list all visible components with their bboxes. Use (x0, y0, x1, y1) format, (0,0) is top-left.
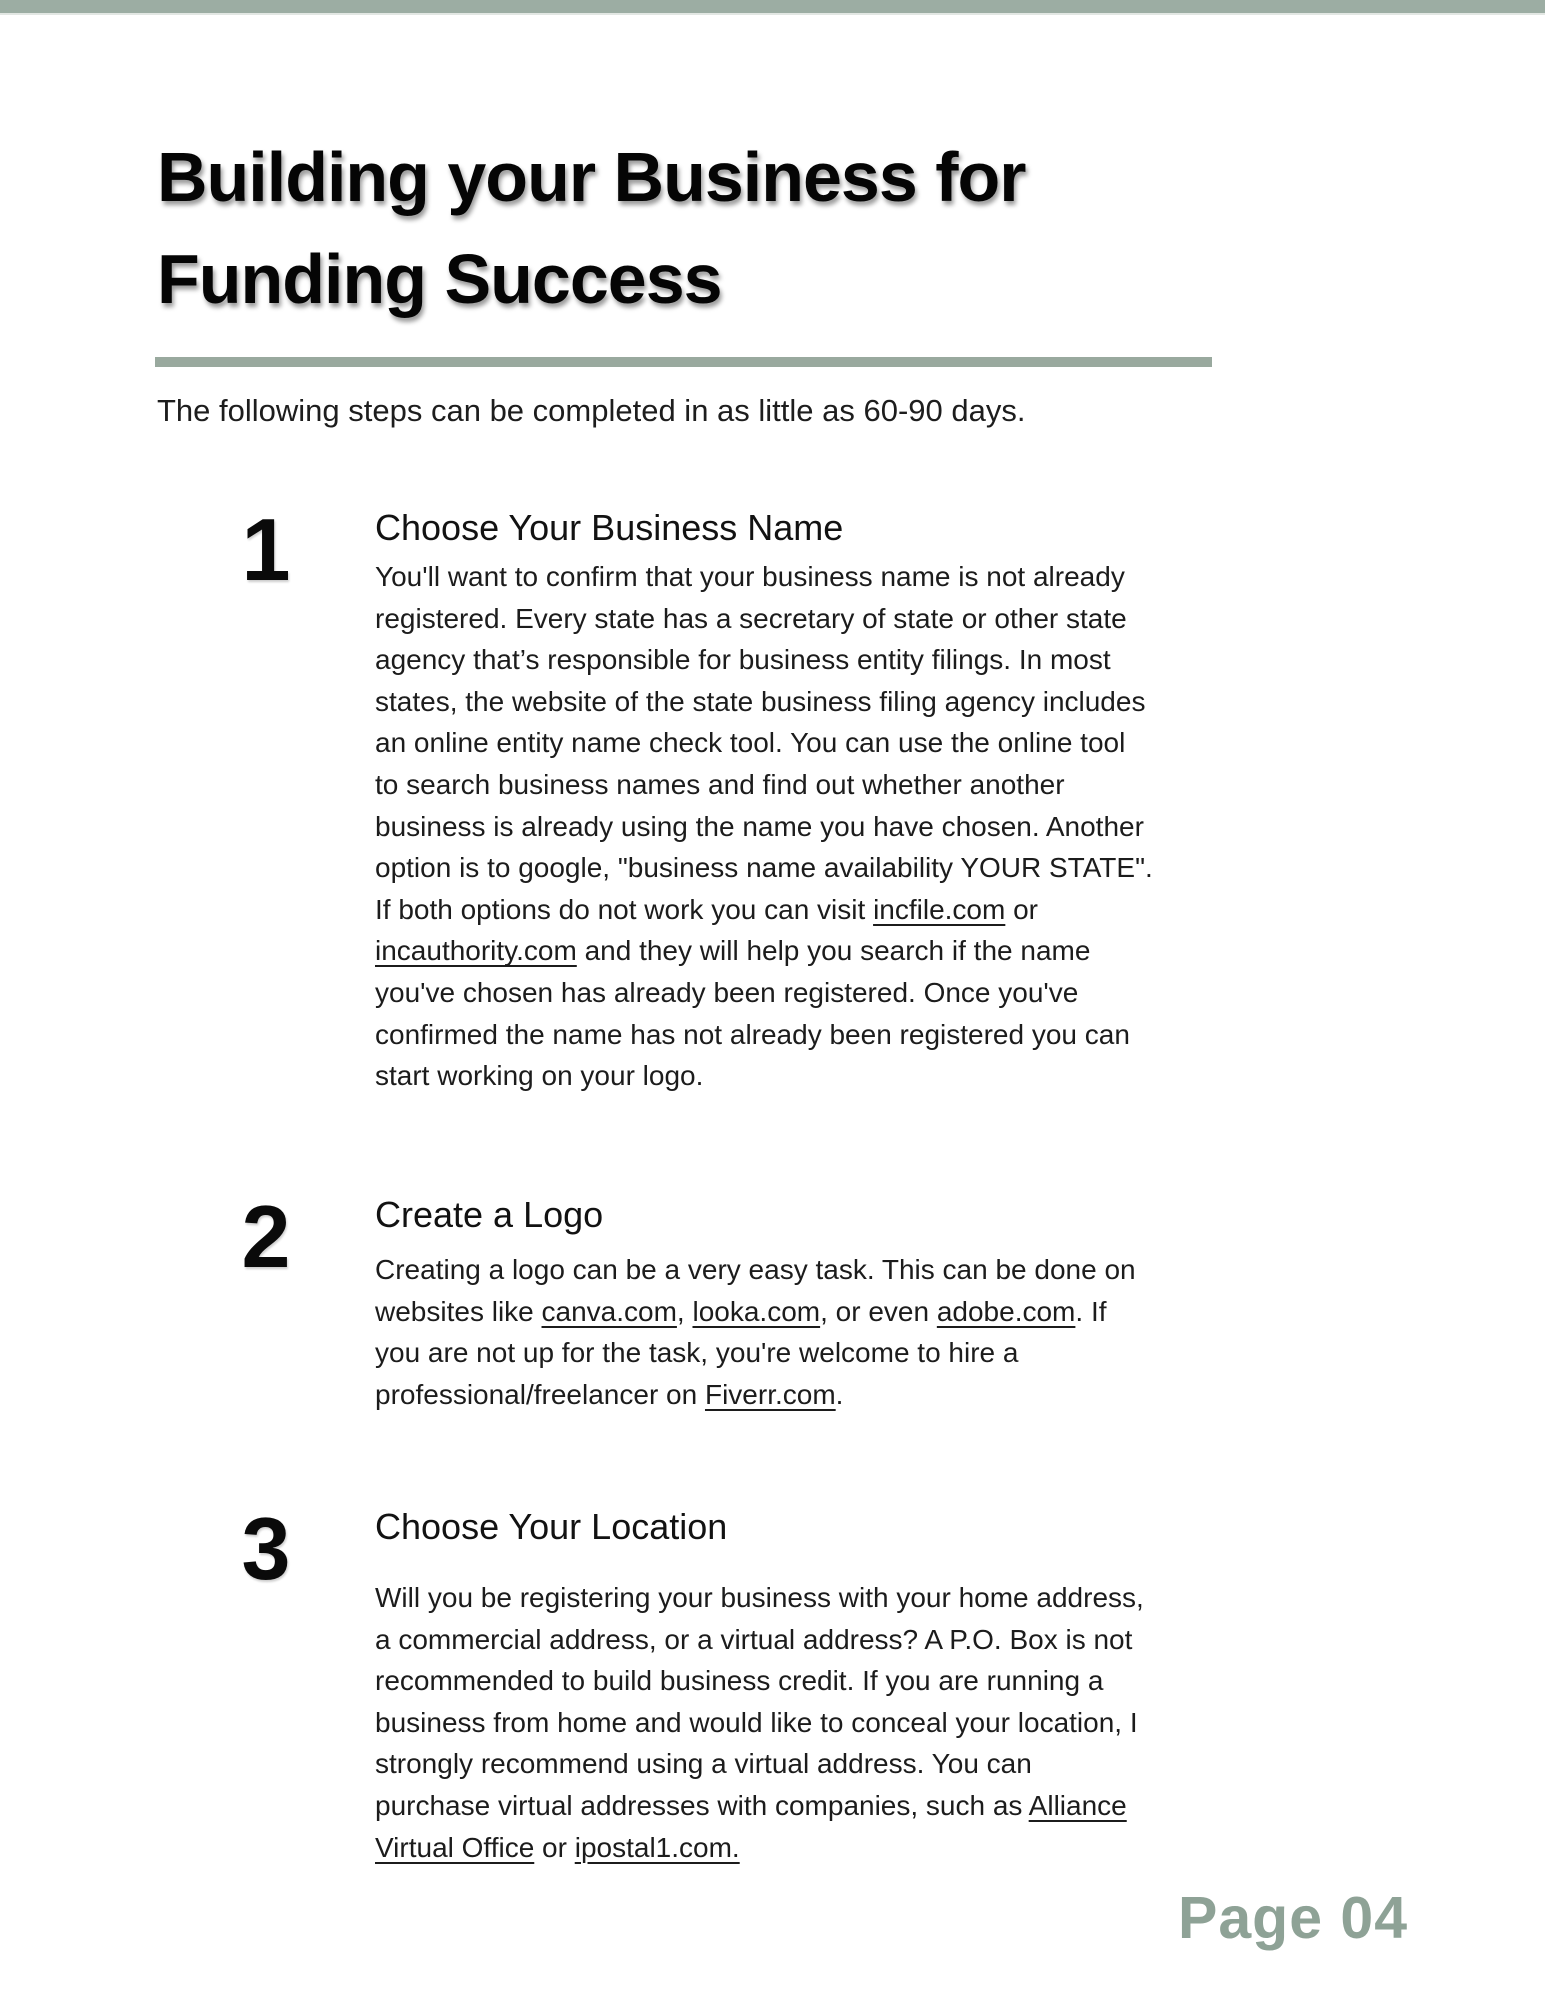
step-body-2 (375, 1249, 1153, 1415)
step-heading-2: Create a Logo (375, 1194, 604, 1235)
text-run: Will you be registering your business with your home address, a commercial address, or a virtual address? A P.O. Box is not recommended to build business credit. If you are running a business from home and would like to conceal your location, I strongly recommend using a virtual address. You can purchase virtual addresses with companies, such as (375, 1582, 1144, 1821)
inline-link[interactable]: looka.com (692, 1295, 821, 1327)
page-title (157, 126, 1026, 330)
step-item-3 (236, 1499, 1153, 1868)
inline-link[interactable]: incauthority.com (375, 935, 577, 967)
step-item-1 (236, 500, 1153, 1097)
step-content-1 (375, 506, 1153, 1097)
step-number-2: 2 (241, 1187, 291, 1286)
title-divider (155, 357, 1212, 367)
step-body-1 (375, 556, 1153, 1097)
page-subtitle: The following steps can be completed in as little as 60-90 days. (157, 393, 1026, 428)
inline-link[interactable]: incfile.com (873, 893, 1006, 925)
inline-link[interactable]: ipostal1.com. (574, 1831, 740, 1863)
page-title-line-1: Building your Business for (157, 138, 1026, 216)
inline-link[interactable]: Alliance Virtual Office (375, 1789, 1127, 1863)
text-run: , or even (820, 1295, 937, 1327)
step-content-3 (375, 1505, 1153, 1868)
text-run: You'll want to confirm that your business name is not already registered. Every state has a secretary of state or other state agency that’s responsible for business entity filings. In most states, the website of the state business filing agency includes an online entity name check tool. You can use the online tool to search business names and find out whether another business is already using the name you have chosen. Another option is to google, "business name availability YOUR STATE". If both options do not work you can visit (375, 561, 1153, 925)
step-body-3 (375, 1577, 1153, 1868)
top-accent-bar (0, 0, 1545, 15)
step-number-3: 3 (241, 1499, 291, 1598)
inline-link[interactable]: canva.com (541, 1295, 677, 1327)
text-run: , (676, 1295, 693, 1327)
step-item-2 (236, 1187, 1153, 1415)
step-content-2 (375, 1193, 1153, 1415)
step-heading-1: Choose Your Business Name (375, 507, 844, 548)
text-run: and they will help you search if the name you've chosen has already been registered. Once you've confirmed the name has not already been registered you can start working on your logo. (375, 935, 1130, 1092)
step-number-1: 1 (241, 500, 291, 599)
text-run: or (534, 1831, 575, 1863)
text-run: Creating a logo can be a very easy task. This can be done on websites like (375, 1254, 1136, 1327)
inline-link[interactable]: adobe.com (936, 1295, 1076, 1327)
inline-link[interactable]: Fiverr.com (704, 1378, 836, 1410)
text-run: . (835, 1378, 844, 1410)
step-heading-3: Choose Your Location (375, 1506, 728, 1547)
page-title-line-2: Funding Success (157, 240, 722, 318)
text-run: . If you are not up for the task, you're welcome to hire a professional/freelancer on (375, 1295, 1107, 1410)
page-number: Page 04 (1178, 1885, 1409, 1951)
text-run: or (1005, 893, 1039, 925)
